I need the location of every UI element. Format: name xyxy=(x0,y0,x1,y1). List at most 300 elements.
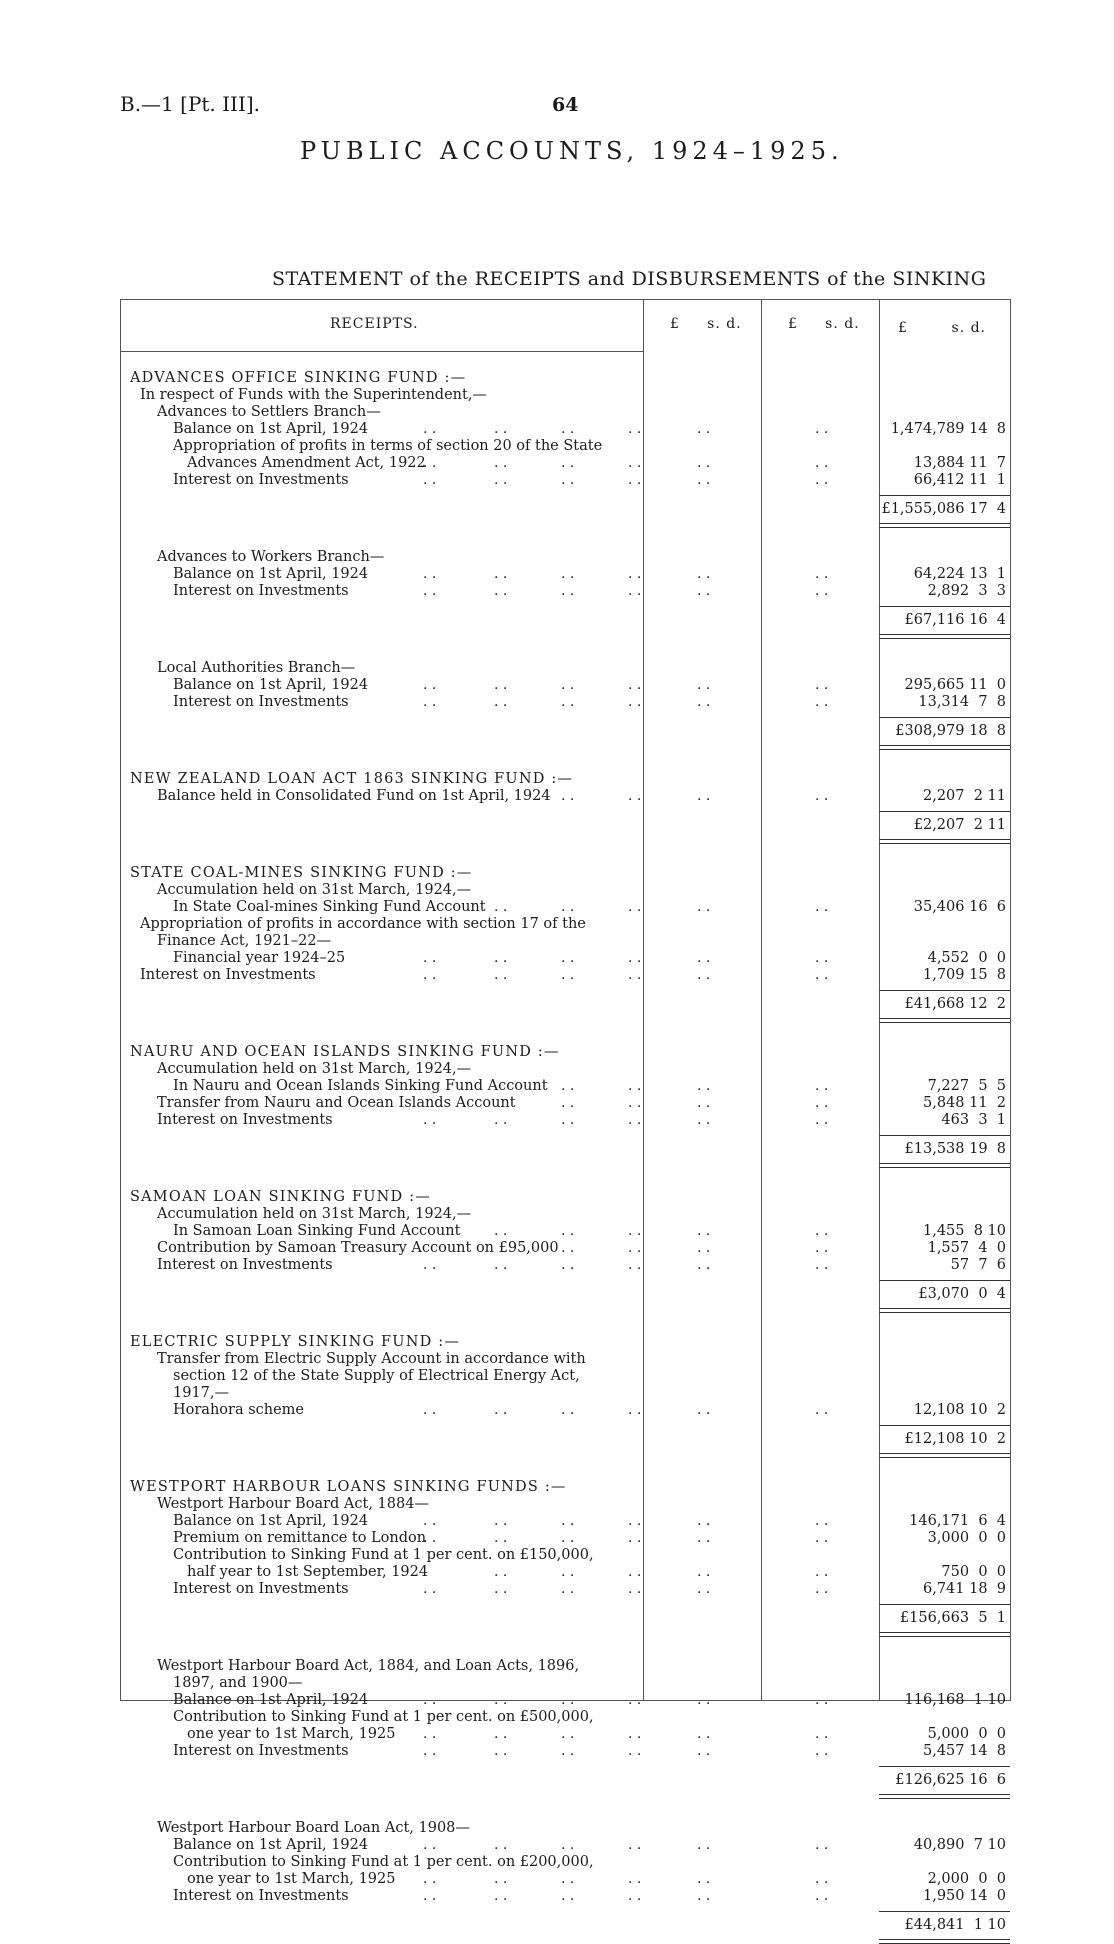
leader-dots: . . xyxy=(494,1513,508,1529)
section-heading-row xyxy=(0,865,1114,882)
table-row xyxy=(0,1095,1114,1112)
row-amount: 295,665 11 0 xyxy=(904,677,1006,693)
row-amount: 4,552 0 0 xyxy=(927,950,1006,966)
table-row xyxy=(0,677,1114,694)
section-total: £44,841 1 10 xyxy=(904,1917,1006,1933)
row-label: Balance on 1st April, 1924 xyxy=(173,566,369,582)
col3-header: £ s. d. xyxy=(898,320,987,336)
section-heading: SAMOAN LOAN SINKING FUND :— xyxy=(130,1189,431,1205)
empty-column-dots: . . xyxy=(697,694,711,710)
leader-dots: . . xyxy=(628,899,642,915)
empty-column-dots: . . xyxy=(697,1095,711,1111)
empty-column-dots: . . xyxy=(697,967,711,983)
leader-dots: . . xyxy=(628,694,642,710)
table-row xyxy=(0,1709,1114,1726)
leader-dots: . . xyxy=(423,1743,437,1759)
table-row xyxy=(0,387,1114,404)
section-total: £13,538 19 8 xyxy=(904,1141,1006,1157)
leader-dots: . . xyxy=(628,1564,642,1580)
row-label: Balance on 1st April, 1924 xyxy=(173,421,369,437)
leader-dots: . . xyxy=(561,1888,575,1904)
subtotal-rule xyxy=(879,606,1010,607)
row-label: Interest on Investments xyxy=(173,694,349,710)
empty-column-dots: . . xyxy=(815,1871,829,1887)
leader-dots: . . xyxy=(628,788,642,804)
leader-dots: . . xyxy=(494,1871,508,1887)
section-heading-row xyxy=(0,1334,1114,1351)
empty-column-dots: . . xyxy=(697,421,711,437)
leader-dots: . . xyxy=(628,1112,642,1128)
empty-column-dots: . . xyxy=(697,1257,711,1273)
leader-dots: . . xyxy=(494,566,508,582)
section-total: £67,116 16 4 xyxy=(904,612,1006,628)
empty-column-dots: . . xyxy=(815,1692,829,1708)
row-label: Interest on Investments xyxy=(140,967,316,983)
leader-dots: . . xyxy=(561,1743,575,1759)
leader-dots: . . xyxy=(628,677,642,693)
leader-dots: . . xyxy=(423,1257,437,1273)
row-amount: 12,108 10 2 xyxy=(913,1402,1006,1418)
leader-dots: . . xyxy=(561,950,575,966)
table-row xyxy=(0,1257,1114,1274)
empty-column-dots: . . xyxy=(697,1402,711,1418)
table-row xyxy=(0,1240,1114,1257)
row-amount: 2,892 3 3 xyxy=(927,583,1006,599)
empty-column-dots: . . xyxy=(697,583,711,599)
table-row xyxy=(0,1692,1114,1709)
row-amount: 1,950 14 0 xyxy=(922,1888,1006,1904)
row-label: 1917,— xyxy=(173,1385,230,1401)
leader-dots: . . xyxy=(494,1726,508,1742)
leader-dots: . . xyxy=(561,967,575,983)
row-label: Westport Harbour Board Act, 1884— xyxy=(157,1496,429,1512)
row-label: Balance on 1st April, 1924 xyxy=(173,1837,369,1853)
leader-dots: . . xyxy=(423,1692,437,1708)
empty-column-dots: . . xyxy=(815,472,829,488)
leader-dots: . . xyxy=(494,421,508,437)
leader-dots: . . xyxy=(628,1692,642,1708)
leader-dots: . . xyxy=(628,1888,642,1904)
empty-column-dots: . . xyxy=(697,677,711,693)
section-total: £308,979 18 8 xyxy=(895,723,1006,739)
empty-column-dots: . . xyxy=(697,788,711,804)
subtotal-rule xyxy=(879,495,1010,496)
table-row xyxy=(0,1368,1114,1385)
row-amount: 116,168 1 10 xyxy=(904,1692,1006,1708)
leader-dots: . . xyxy=(628,967,642,983)
leader-dots: . . xyxy=(628,1837,642,1853)
table-row xyxy=(0,660,1114,677)
table-row xyxy=(0,1581,1114,1598)
leader-dots: . . xyxy=(628,1871,642,1887)
table-row xyxy=(0,1820,1114,1837)
row-label: Appropriation of profits in accordance with section 17 of the xyxy=(140,916,586,932)
leader-dots: . . xyxy=(494,1402,508,1418)
row-label: Advances Amendment Act, 1922 xyxy=(187,455,426,471)
subtotal-rule xyxy=(879,990,1010,991)
leader-dots: . . xyxy=(561,1078,575,1094)
leader-dots: . . xyxy=(628,421,642,437)
table-row xyxy=(0,1726,1114,1743)
leader-dots: . . xyxy=(494,694,508,710)
leader-dots: . . xyxy=(423,1581,437,1597)
leader-dots: . . xyxy=(423,1530,437,1546)
section-heading: NEW ZEALAND LOAN ACT 1863 SINKING FUND :— xyxy=(130,771,574,787)
leader-dots: . . xyxy=(494,1257,508,1273)
row-label: Contribution by Samoan Treasury Account on £95,000 xyxy=(157,1240,559,1256)
leader-dots: . . xyxy=(628,1240,642,1256)
row-label: Accumulation held on 31st March, 1924,— xyxy=(157,882,472,898)
col1-header: £ s. d. xyxy=(670,316,742,332)
leader-dots: . . xyxy=(561,1240,575,1256)
table-top-rule xyxy=(120,299,1010,300)
row-amount: 2,207 2 11 xyxy=(922,788,1006,804)
row-label: Interest on Investments xyxy=(173,1888,349,1904)
row-amount: 146,171 6 4 xyxy=(909,1513,1006,1529)
row-amount: 35,406 16 6 xyxy=(913,899,1006,915)
empty-column-dots: . . xyxy=(815,950,829,966)
section-total: £41,668 12 2 xyxy=(904,996,1006,1012)
row-amount: 1,474,789 14 8 xyxy=(890,421,1006,437)
document-reference: B.—1 [Pt. III]. xyxy=(120,92,261,116)
table-row xyxy=(0,438,1114,455)
row-label: Advances to Settlers Branch— xyxy=(157,404,381,420)
empty-column-dots: . . xyxy=(815,1513,829,1529)
empty-column-dots: . . xyxy=(815,1112,829,1128)
row-amount: 1,709 15 8 xyxy=(922,967,1006,983)
table-row xyxy=(0,967,1114,984)
total-double-rule xyxy=(879,1632,1010,1637)
section-heading: WESTPORT HARBOUR LOANS SINKING FUNDS :— xyxy=(130,1479,567,1495)
empty-column-dots: . . xyxy=(697,455,711,471)
statement-heading: STATEMENT of the RECEIPTS and DISBURSEMENTS of the SINKING xyxy=(272,268,987,290)
row-label: Interest on Investments xyxy=(173,1581,349,1597)
row-amount: 13,884 11 7 xyxy=(913,455,1006,471)
leader-dots: . . xyxy=(561,1513,575,1529)
leader-dots: . . xyxy=(561,1095,575,1111)
leader-dots: . . xyxy=(561,1223,575,1239)
table-row xyxy=(0,404,1114,421)
row-amount: 40,890 7 10 xyxy=(913,1837,1006,1853)
table-row xyxy=(0,1743,1114,1760)
empty-column-dots: . . xyxy=(697,1837,711,1853)
leader-dots: . . xyxy=(494,1112,508,1128)
section-total: £12,108 10 2 xyxy=(904,1431,1006,1447)
leader-dots: . . xyxy=(561,1564,575,1580)
row-label: Horahora scheme xyxy=(173,1402,305,1418)
section-heading-row xyxy=(0,1044,1114,1061)
leader-dots: . . xyxy=(628,1402,642,1418)
section-heading-row xyxy=(0,370,1114,387)
empty-column-dots: . . xyxy=(815,967,829,983)
leader-dots: . . xyxy=(628,1530,642,1546)
empty-column-dots: . . xyxy=(697,1513,711,1529)
empty-column-dots: . . xyxy=(697,1743,711,1759)
row-amount: 64,224 13 1 xyxy=(913,566,1006,582)
leader-dots: . . xyxy=(494,583,508,599)
page-number: 64 xyxy=(552,94,579,116)
section-heading: NAURU AND OCEAN ISLANDS SINKING FUND :— xyxy=(130,1044,560,1060)
total-double-rule xyxy=(879,1163,1010,1168)
section-heading-row xyxy=(0,1479,1114,1496)
row-label: Finance Act, 1921–22— xyxy=(157,933,332,949)
leader-dots: . . xyxy=(423,1402,437,1418)
subtotal-rule xyxy=(879,1604,1010,1605)
subtotal-rule xyxy=(879,1425,1010,1426)
empty-column-dots: . . xyxy=(815,1726,829,1742)
empty-column-dots: . . xyxy=(815,1581,829,1597)
row-label: Balance held in Consolidated Fund on 1st April, 1924 xyxy=(157,788,551,804)
leader-dots: . . xyxy=(423,583,437,599)
leader-dots: . . xyxy=(628,472,642,488)
leader-dots: . . xyxy=(561,1871,575,1887)
leader-dots: . . xyxy=(494,677,508,693)
row-label: Westport Harbour Board Loan Act, 1908— xyxy=(157,1820,470,1836)
leader-dots: . . xyxy=(494,1564,508,1580)
leader-dots: . . xyxy=(561,1581,575,1597)
row-label: section 12 of the State Supply of Electrical Energy Act, xyxy=(173,1368,580,1384)
leader-dots: . . xyxy=(494,1530,508,1546)
leader-dots: . . xyxy=(561,899,575,915)
leader-dots: . . xyxy=(561,1726,575,1742)
empty-column-dots: . . xyxy=(697,1888,711,1904)
leader-dots: . . xyxy=(628,566,642,582)
row-label: Financial year 1924–25 xyxy=(173,950,346,966)
row-label: In State Coal-mines Sinking Fund Account xyxy=(173,899,486,915)
empty-column-dots: . . xyxy=(815,1257,829,1273)
leader-dots: . . xyxy=(628,950,642,966)
leader-dots: . . xyxy=(561,1530,575,1546)
leader-dots: . . xyxy=(423,950,437,966)
empty-column-dots: . . xyxy=(815,1888,829,1904)
row-amount: 5,457 14 8 xyxy=(922,1743,1006,1759)
row-label: Transfer from Nauru and Ocean Islands Account xyxy=(157,1095,516,1111)
empty-column-dots: . . xyxy=(815,788,829,804)
row-amount: 66,412 11 1 xyxy=(913,472,1006,488)
table-row xyxy=(0,1564,1114,1581)
subtotal-rule xyxy=(879,717,1010,718)
row-amount: 3,000 0 0 xyxy=(927,1530,1006,1546)
empty-column-dots: . . xyxy=(697,472,711,488)
total-double-rule xyxy=(879,1794,1010,1799)
table-row xyxy=(0,1223,1114,1240)
table-row xyxy=(0,1854,1114,1871)
leader-dots: . . xyxy=(494,472,508,488)
table-row xyxy=(0,1496,1114,1513)
row-label: Interest on Investments xyxy=(173,472,349,488)
table-row xyxy=(0,566,1114,583)
leader-dots: . . xyxy=(423,472,437,488)
row-amount: 57 7 6 xyxy=(950,1257,1006,1273)
table-row xyxy=(0,1206,1114,1223)
total-double-rule xyxy=(879,634,1010,639)
leader-dots: . . xyxy=(561,1837,575,1853)
subtotal-rule xyxy=(879,1280,1010,1281)
leader-dots: . . xyxy=(561,1692,575,1708)
table-row xyxy=(0,950,1114,967)
section-heading-row xyxy=(0,1189,1114,1206)
leader-dots: . . xyxy=(494,1743,508,1759)
table-row xyxy=(0,1112,1114,1129)
empty-column-dots: . . xyxy=(815,1402,829,1418)
leader-dots: . . xyxy=(423,1871,437,1887)
leader-dots: . . xyxy=(494,1581,508,1597)
leader-dots: . . xyxy=(423,1837,437,1853)
leader-dots: . . xyxy=(561,421,575,437)
row-label: Transfer from Electric Supply Account in accordance with xyxy=(157,1351,586,1367)
leader-dots: . . xyxy=(628,455,642,471)
row-amount: 6,741 18 9 xyxy=(922,1581,1006,1597)
table-row xyxy=(0,421,1114,438)
row-label: In Nauru and Ocean Islands Sinking Fund Account xyxy=(173,1078,548,1094)
section-heading: ADVANCES OFFICE SINKING FUND :— xyxy=(130,370,467,386)
section-total: £1,555,086 17 4 xyxy=(881,501,1006,517)
header-rule xyxy=(120,351,643,352)
empty-column-dots: . . xyxy=(697,1564,711,1580)
row-label: Balance on 1st April, 1924 xyxy=(173,1513,369,1529)
empty-column-dots: . . xyxy=(815,1223,829,1239)
table-row xyxy=(0,1061,1114,1078)
leader-dots: . . xyxy=(628,583,642,599)
table-row xyxy=(0,1530,1114,1547)
empty-column-dots: . . xyxy=(697,950,711,966)
leader-dots: . . xyxy=(494,899,508,915)
leader-dots: . . xyxy=(494,950,508,966)
leader-dots: . . xyxy=(561,472,575,488)
row-label: Balance on 1st April, 1924 xyxy=(173,677,369,693)
subtotal-rule xyxy=(879,1911,1010,1912)
row-amount: 750 0 0 xyxy=(941,1564,1006,1580)
row-label: Interest on Investments xyxy=(173,1743,349,1759)
table-row xyxy=(0,899,1114,916)
receipts-header: RECEIPTS. xyxy=(330,316,419,332)
empty-column-dots: . . xyxy=(815,566,829,582)
empty-column-dots: . . xyxy=(697,1581,711,1597)
leader-dots: . . xyxy=(561,677,575,693)
total-double-rule xyxy=(879,839,1010,844)
leader-dots: . . xyxy=(561,1402,575,1418)
table-row xyxy=(0,1837,1114,1854)
empty-column-dots: . . xyxy=(815,1837,829,1853)
row-amount: 2,000 0 0 xyxy=(927,1871,1006,1887)
empty-column-dots: . . xyxy=(815,455,829,471)
row-label: Appropriation of profits in terms of section 20 of the State xyxy=(173,438,603,454)
empty-column-dots: . . xyxy=(815,1743,829,1759)
empty-column-dots: . . xyxy=(815,899,829,915)
empty-column-dots: . . xyxy=(815,677,829,693)
table-row xyxy=(0,1402,1114,1419)
leader-dots: . . xyxy=(628,1726,642,1742)
table-row xyxy=(0,1385,1114,1402)
section-total: £156,663 5 1 xyxy=(899,1610,1006,1626)
table-row xyxy=(0,455,1114,472)
subtotal-rule xyxy=(879,811,1010,812)
row-amount: 5,848 11 2 xyxy=(922,1095,1006,1111)
leader-dots: . . xyxy=(561,583,575,599)
leader-dots: . . xyxy=(423,455,437,471)
empty-column-dots: . . xyxy=(697,1223,711,1239)
empty-column-dots: . . xyxy=(697,566,711,582)
empty-column-dots: . . xyxy=(697,1078,711,1094)
empty-column-dots: . . xyxy=(815,583,829,599)
leader-dots: . . xyxy=(628,1078,642,1094)
section-heading: STATE COAL-MINES SINKING FUND :— xyxy=(130,865,473,881)
table-row xyxy=(0,1513,1114,1530)
leader-dots: . . xyxy=(561,566,575,582)
col2-header: £ s. d. xyxy=(788,316,860,332)
row-label: Accumulation held on 31st March, 1924,— xyxy=(157,1206,472,1222)
row-label: Westport Harbour Board Act, 1884, and Loan Acts, 1896, xyxy=(157,1658,580,1674)
section-heading: ELECTRIC SUPPLY SINKING FUND :— xyxy=(130,1334,461,1350)
empty-column-dots: . . xyxy=(815,1530,829,1546)
row-label: 1897, and 1900— xyxy=(173,1675,303,1691)
row-label: Contribution to Sinking Fund at 1 per cent. on £500,000, xyxy=(173,1709,594,1725)
row-label: Balance on 1st April, 1924 xyxy=(173,1692,369,1708)
table-row xyxy=(0,1658,1114,1675)
section-total: £126,625 16 6 xyxy=(895,1772,1006,1788)
leader-dots: . . xyxy=(423,1112,437,1128)
leader-dots: . . xyxy=(628,1257,642,1273)
row-label: Local Authorities Branch— xyxy=(157,660,356,676)
leader-dots: . . xyxy=(494,1837,508,1853)
table-row xyxy=(0,916,1114,933)
leader-dots: . . xyxy=(628,1095,642,1111)
row-label: Interest on Investments xyxy=(157,1257,333,1273)
leader-dots: . . xyxy=(423,967,437,983)
empty-column-dots: . . xyxy=(815,1240,829,1256)
table-row xyxy=(0,694,1114,711)
row-label: one year to 1st March, 1925 xyxy=(187,1871,396,1887)
table-row xyxy=(0,1078,1114,1095)
empty-column-dots: . . xyxy=(697,1530,711,1546)
section-total: £3,070 0 4 xyxy=(918,1286,1006,1302)
table-row xyxy=(0,1675,1114,1692)
row-amount: 13,314 7 8 xyxy=(918,694,1006,710)
row-label: Premium on remittance to London xyxy=(173,1530,427,1546)
empty-column-dots: . . xyxy=(697,1871,711,1887)
empty-column-dots: . . xyxy=(815,421,829,437)
empty-column-dots: . . xyxy=(815,694,829,710)
row-label: Accumulation held on 31st March, 1924,— xyxy=(157,1061,472,1077)
leader-dots: . . xyxy=(494,1888,508,1904)
table-row xyxy=(0,788,1114,805)
row-amount: 5,000 0 0 xyxy=(927,1726,1006,1742)
table-row xyxy=(0,472,1114,489)
row-label: In Samoan Loan Sinking Fund Account xyxy=(173,1223,461,1239)
row-amount: 7,227 5 5 xyxy=(927,1078,1006,1094)
subtotal-rule xyxy=(879,1766,1010,1767)
table-row xyxy=(0,583,1114,600)
table-row xyxy=(0,1351,1114,1368)
total-double-rule xyxy=(879,1308,1010,1313)
row-amount: 463 3 1 xyxy=(941,1112,1006,1128)
leader-dots: . . xyxy=(494,1692,508,1708)
subtotal-rule xyxy=(879,1135,1010,1136)
total-double-rule xyxy=(879,745,1010,750)
leader-dots: . . xyxy=(561,788,575,804)
leader-dots: . . xyxy=(561,1257,575,1273)
table-row xyxy=(0,933,1114,950)
row-amount: 1,455 8 10 xyxy=(922,1223,1006,1239)
leader-dots: . . xyxy=(628,1223,642,1239)
row-label: one year to 1st March, 1925 xyxy=(187,1726,396,1742)
leader-dots: . . xyxy=(423,694,437,710)
row-label: In respect of Funds with the Superintendent,— xyxy=(140,387,487,403)
empty-column-dots: . . xyxy=(697,1240,711,1256)
table-row xyxy=(0,882,1114,899)
page-title: PUBLIC ACCOUNTS, 1924–1925. xyxy=(300,137,844,165)
table-row xyxy=(0,1871,1114,1888)
